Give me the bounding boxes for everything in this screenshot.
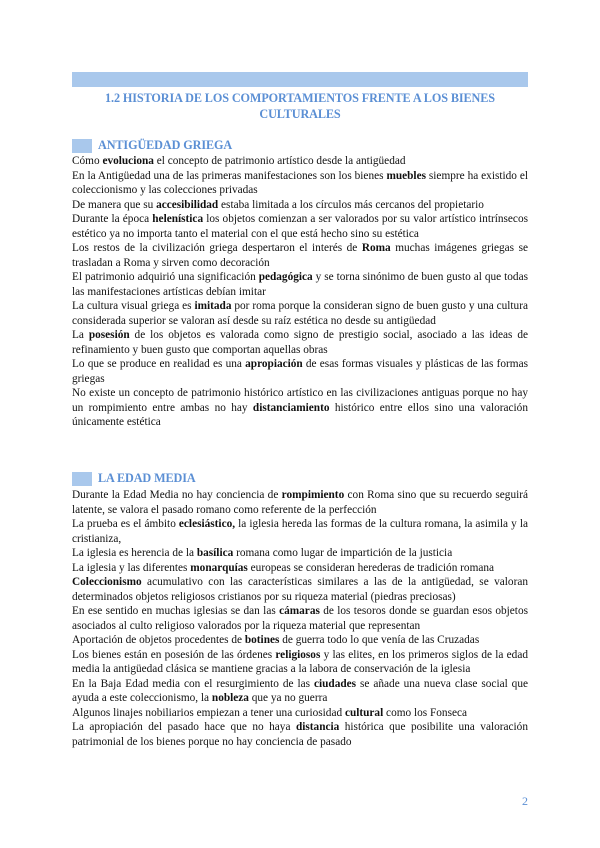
text-run: de guerra todo lo que venía de las Cruzadas bbox=[279, 634, 480, 646]
section-title: LA EDAD MEDIA bbox=[98, 471, 196, 485]
text-run: La bbox=[72, 329, 89, 341]
bold-term: helenística bbox=[152, 213, 204, 225]
bold-term: Roma bbox=[361, 242, 391, 254]
text-run: La apropiación del pasado hace que no haya bbox=[72, 721, 296, 733]
text-run: y las elites, en los primeros siglos de la edad media la antigüedad clásica se mantiene gracias a la labora de conservación de la iglesia bbox=[72, 648, 528, 675]
paragraph bbox=[72, 706, 528, 721]
bold-term: distanciamiento bbox=[252, 401, 330, 414]
text-run: Lo que se produce en realidad es una bbox=[72, 358, 246, 370]
bold-term: pedagógica bbox=[258, 271, 313, 283]
bold-term: Coleccionismo bbox=[72, 576, 142, 588]
paragraph bbox=[72, 212, 528, 241]
text-run: estaba limitada a los círculos más cercanos del propietario bbox=[218, 198, 484, 211]
bold-term: distancia bbox=[295, 721, 340, 733]
title-highlight-bar bbox=[72, 72, 528, 87]
bold-term: religiosos bbox=[275, 648, 321, 661]
text-run: Cómo bbox=[72, 155, 103, 167]
text-run: histórico entre ellos sino una valoración únicamente estética bbox=[72, 401, 528, 428]
text-run: europeas se consideran herederas de tradición romana bbox=[247, 561, 495, 574]
section-heading-antiguedad bbox=[72, 137, 528, 154]
text-run: de esas formas visuales y plásticas de las formas griegas bbox=[72, 358, 528, 385]
text-run: El patrimonio adquirió una significación bbox=[72, 271, 259, 283]
text-run: el concepto de patrimonio artístico desde la antigüedad bbox=[153, 155, 406, 167]
text-run: muchas imágenes griegas se trasladan a Roma y sirven como decoración bbox=[72, 242, 528, 269]
text-run: De manera que su bbox=[72, 198, 157, 211]
bold-term: botines bbox=[244, 634, 280, 646]
paragraph bbox=[72, 328, 528, 357]
text-run: con Roma sino que su recuerdo seguirá latente, se valora el pasado romano como referente de la perfección bbox=[72, 489, 529, 516]
paragraph bbox=[72, 648, 528, 677]
page-title: 1.2 HISTORIA DE LOS COMPORTAMIENTOS FRENTE A LOS BIENES CULTURALES bbox=[105, 91, 495, 121]
paragraph bbox=[72, 357, 528, 386]
text-run: La prueba es el ámbito bbox=[72, 518, 179, 530]
paragraph bbox=[72, 299, 528, 328]
paragraph bbox=[72, 604, 528, 633]
bold-term: imitada bbox=[194, 300, 232, 312]
text-run: Aportación de objetos procedentes de bbox=[72, 634, 245, 646]
text-run: Los restos de la civilización griega despertaron el interés de bbox=[72, 242, 362, 254]
text-run: de los objetos es valorada como signo de prestigio social, asociado a las ideas de refinamiento y buen gusto que comportan aquellas obras bbox=[72, 329, 528, 356]
text-run: los objetos comienzan a ser valorados por su valor artístico intrínsecos estético ya no importa tanto el material con el que está hecho sino su estética bbox=[72, 213, 528, 240]
bold-term: cultural bbox=[344, 706, 384, 719]
text-run: como los Fonseca bbox=[383, 706, 468, 719]
paragraph bbox=[72, 720, 528, 749]
text-run: La iglesia y las diferentes bbox=[72, 561, 191, 574]
paragraph bbox=[72, 517, 528, 546]
text-run: La iglesia es herencia de la bbox=[72, 547, 197, 559]
page-number: 2 bbox=[522, 794, 528, 808]
text-run: por roma porque la consideran signo de buen gusto y una cultura considerada superior se valoran así desde su raíz estética no desde su antigüedad bbox=[72, 300, 528, 327]
paragraph bbox=[72, 633, 528, 648]
bold-term: cámaras bbox=[279, 605, 320, 617]
paragraph bbox=[72, 169, 528, 198]
bold-term: eclesiástico, bbox=[178, 518, 236, 530]
text-run: Algunos linajes nobiliarios empiezan a tener una curiosidad bbox=[72, 706, 345, 719]
paragraph bbox=[72, 561, 528, 576]
paragraph bbox=[72, 154, 528, 169]
text-run: Los bienes están en posesión de las órdenes bbox=[72, 648, 276, 661]
text-run: En ese sentido en muchas iglesias se dan las bbox=[72, 605, 280, 617]
bold-term: ciudades bbox=[313, 677, 357, 690]
text-run: La cultura visual griega es bbox=[72, 300, 195, 312]
bold-term: rompimiento bbox=[281, 489, 345, 501]
bold-term: monarquías bbox=[190, 561, 248, 574]
bold-term: nobleza bbox=[211, 692, 249, 704]
text-run: acumulativo con las características similares a las de la antigüedad, se valoran determinados objetos religiosos cristianos por su riqueza material (piedras preciosas) bbox=[72, 576, 528, 603]
paragraph bbox=[72, 575, 528, 604]
text-run: Durante la Edad Media no hay conciencia de bbox=[72, 489, 282, 501]
section-heading-edad-media bbox=[72, 470, 528, 487]
text-run: se añade una nueva clase social que ayuda a este coleccionismo, la bbox=[72, 677, 528, 704]
text-run: En la Baja Edad media con el resurgimiento de las bbox=[72, 677, 314, 690]
text-run: Durante la época bbox=[72, 213, 153, 225]
section-title: ANTIGÜEDAD GRIEGA bbox=[98, 138, 233, 152]
bold-term: evoluciona bbox=[102, 155, 154, 167]
text-run: la iglesia hereda las formas de la cultura romana, la asimila y la cristianiza, bbox=[72, 518, 528, 545]
paragraph bbox=[72, 270, 528, 299]
bold-term: posesión bbox=[88, 329, 130, 341]
section-body-antiguedad bbox=[72, 154, 528, 430]
paragraph bbox=[72, 241, 528, 270]
text-run: que ya no guerra bbox=[248, 692, 328, 704]
bold-term: basílica bbox=[196, 547, 234, 559]
text-run: No existe un concepto de patrimonio histórico artístico en las civilizaciones antiguas porque no hay un rompimiento entre ambas no hay bbox=[72, 387, 528, 414]
paragraph bbox=[72, 488, 528, 517]
text-run: y se torna sinónimo de buen gusto al que todas las manifestaciones artísticas debían imitar bbox=[72, 271, 528, 298]
section-marker bbox=[72, 139, 92, 153]
bold-term: accesibilidad bbox=[156, 198, 219, 211]
section-body-edad-media bbox=[72, 488, 528, 749]
paragraph bbox=[72, 546, 528, 561]
text-run: siempre ha existido el coleccionismo y las colecciones privadas bbox=[72, 169, 528, 196]
text-run: romana como lugar de impartición de la justicia bbox=[233, 547, 453, 559]
paragraph bbox=[72, 677, 528, 706]
text-run: de los tesoros donde se guardan esos objetos asociados al culto religioso valorados por la riqueza material que representan bbox=[72, 605, 528, 632]
text-run: histórica que posibilite una valoración patrimonial de los bienes porque no hay conciencia de pasado bbox=[72, 721, 528, 748]
bold-term: apropiación bbox=[245, 358, 303, 370]
section-marker bbox=[72, 472, 92, 486]
bold-term: muebles bbox=[386, 169, 426, 182]
paragraph bbox=[72, 386, 528, 430]
text-run: En la Antigüedad una de las primeras manifestaciones son los bienes bbox=[72, 169, 387, 182]
paragraph bbox=[72, 198, 528, 213]
